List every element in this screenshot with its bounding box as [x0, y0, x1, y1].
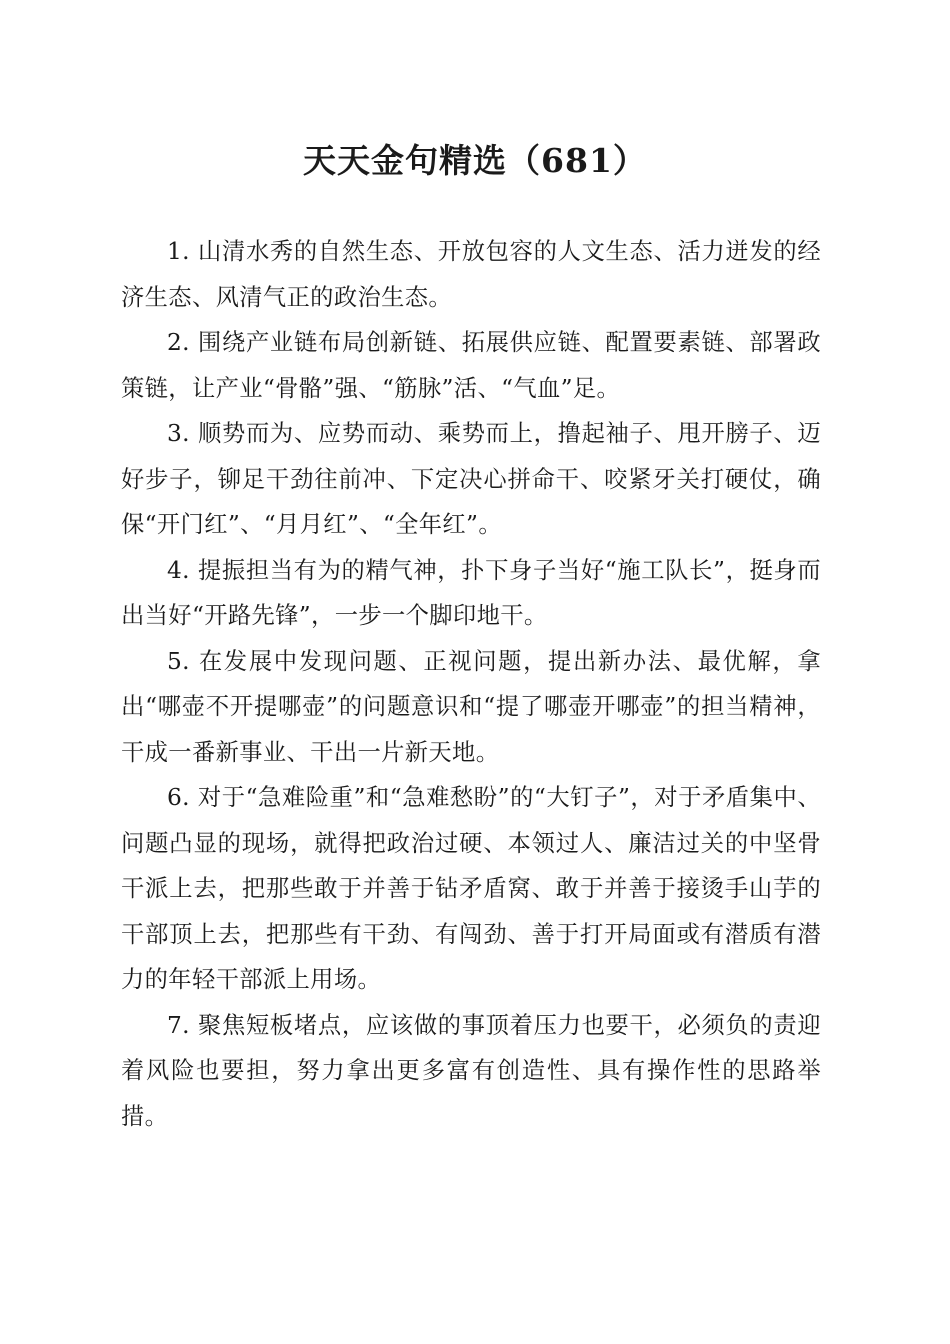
quote-paragraph-7: 7. 聚焦短板堵点，应该做的事顶着压力也要干，必须负的责迎着风险也要担，努力拿出更多富有创造性、具有操作性的思路举措。	[121, 1011, 821, 1130]
quote-paragraph-5: 5. 在发展中发现问题、正视问题，提出新办法、最优解，拿出“哪壶不开提哪壶”的问题意识和“提了哪壶开哪壶”的担当精神，干成一番新事业、干出一片新天地。	[121, 647, 821, 766]
quote-paragraph-6: 6. 对于“急难险重”和“急难愁盼”的“大钉子”，对于矛盾集中、问题凸显的现场，就得把政治过硬、本领过人、廉洁过关的中坚骨干派上去，把那些敢于并善于钻矛盾窝、敢于并善于接烫手山芋的干部顶上去，把那些有干劲、有闯劲、善于打开局面或有潜质有潜力的年轻干部派上用场。	[121, 784, 821, 993]
quote-paragraph-4: 4. 提振担当有为的精气神，扑下身子当好“施工队长”，挺身而出当好“开路先锋”，一步一个脚印地干。	[121, 556, 821, 629]
quote-paragraph-1: 1. 山清水秀的自然生态、开放包容的人文生态、活力迸发的经济生态、风清气正的政治生态。	[121, 238, 821, 311]
quote-paragraph-3: 3. 顺势而为、应势而动、乘势而上，撸起袖子、甩开膀子、迈好步子，铆足干劲往前冲、下定决心拼命干、咬紧牙关打硬仗，确保“开门红”、“月月红”、“全年红”。	[121, 420, 821, 538]
quote-paragraph-2: 2. 围绕产业链布局创新链、拓展供应链、配置要素链、部署政策链，让产业“骨骼”强、“筋脉”活、“气血”足。	[121, 329, 821, 402]
document-body	[121, 229, 821, 1139]
document-title: 天天金句精选（681）	[303, 141, 647, 180]
